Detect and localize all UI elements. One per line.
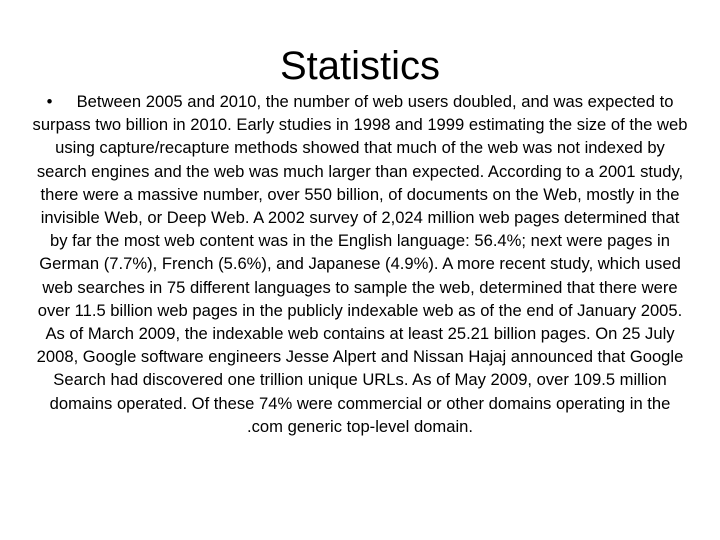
- bullet-paragraph: [30, 90, 690, 438]
- bullet-icon: •: [46, 92, 53, 111]
- slide-title: Statistics: [279, 44, 441, 88]
- bullet-text: Between 2005 and 2010, the number of web users doubled, and was expected to surpass two billion in 2010. Early studies in 1998 and 1999 estimating the size of the web using capture/recapture methods showed that much of the web was not indexed by search engines and the web was much larger than expected. According to a 2001 study, there were a massive number, over 550 billion, of documents on the Web, mostly in the invisible Web, or Deep Web. A 2002 survey of 2,024 million web pages determined that by far the most web content was in the English language: 56.4%; next were pages in German (7.7%), French (5.6%), and Japanese (4.9%). A more recent study, which used web searches in 75 different languages to sample the web, determined that there were over 11.5 billion web pages in the publicly indexable web as of the end of January 2005. As of March 2009, the indexable web contains at least 25.21 billion pages. On 25 July 2008, Google software engineers Jesse Alpert and Nissan Hajaj announced that Google Search had discovered one trillion unique URLs. As of May 2009, over 109.5 million domains operated. Of these 74% were commercial or other domains operating in the .com generic top-level domain.: [32, 92, 688, 436]
